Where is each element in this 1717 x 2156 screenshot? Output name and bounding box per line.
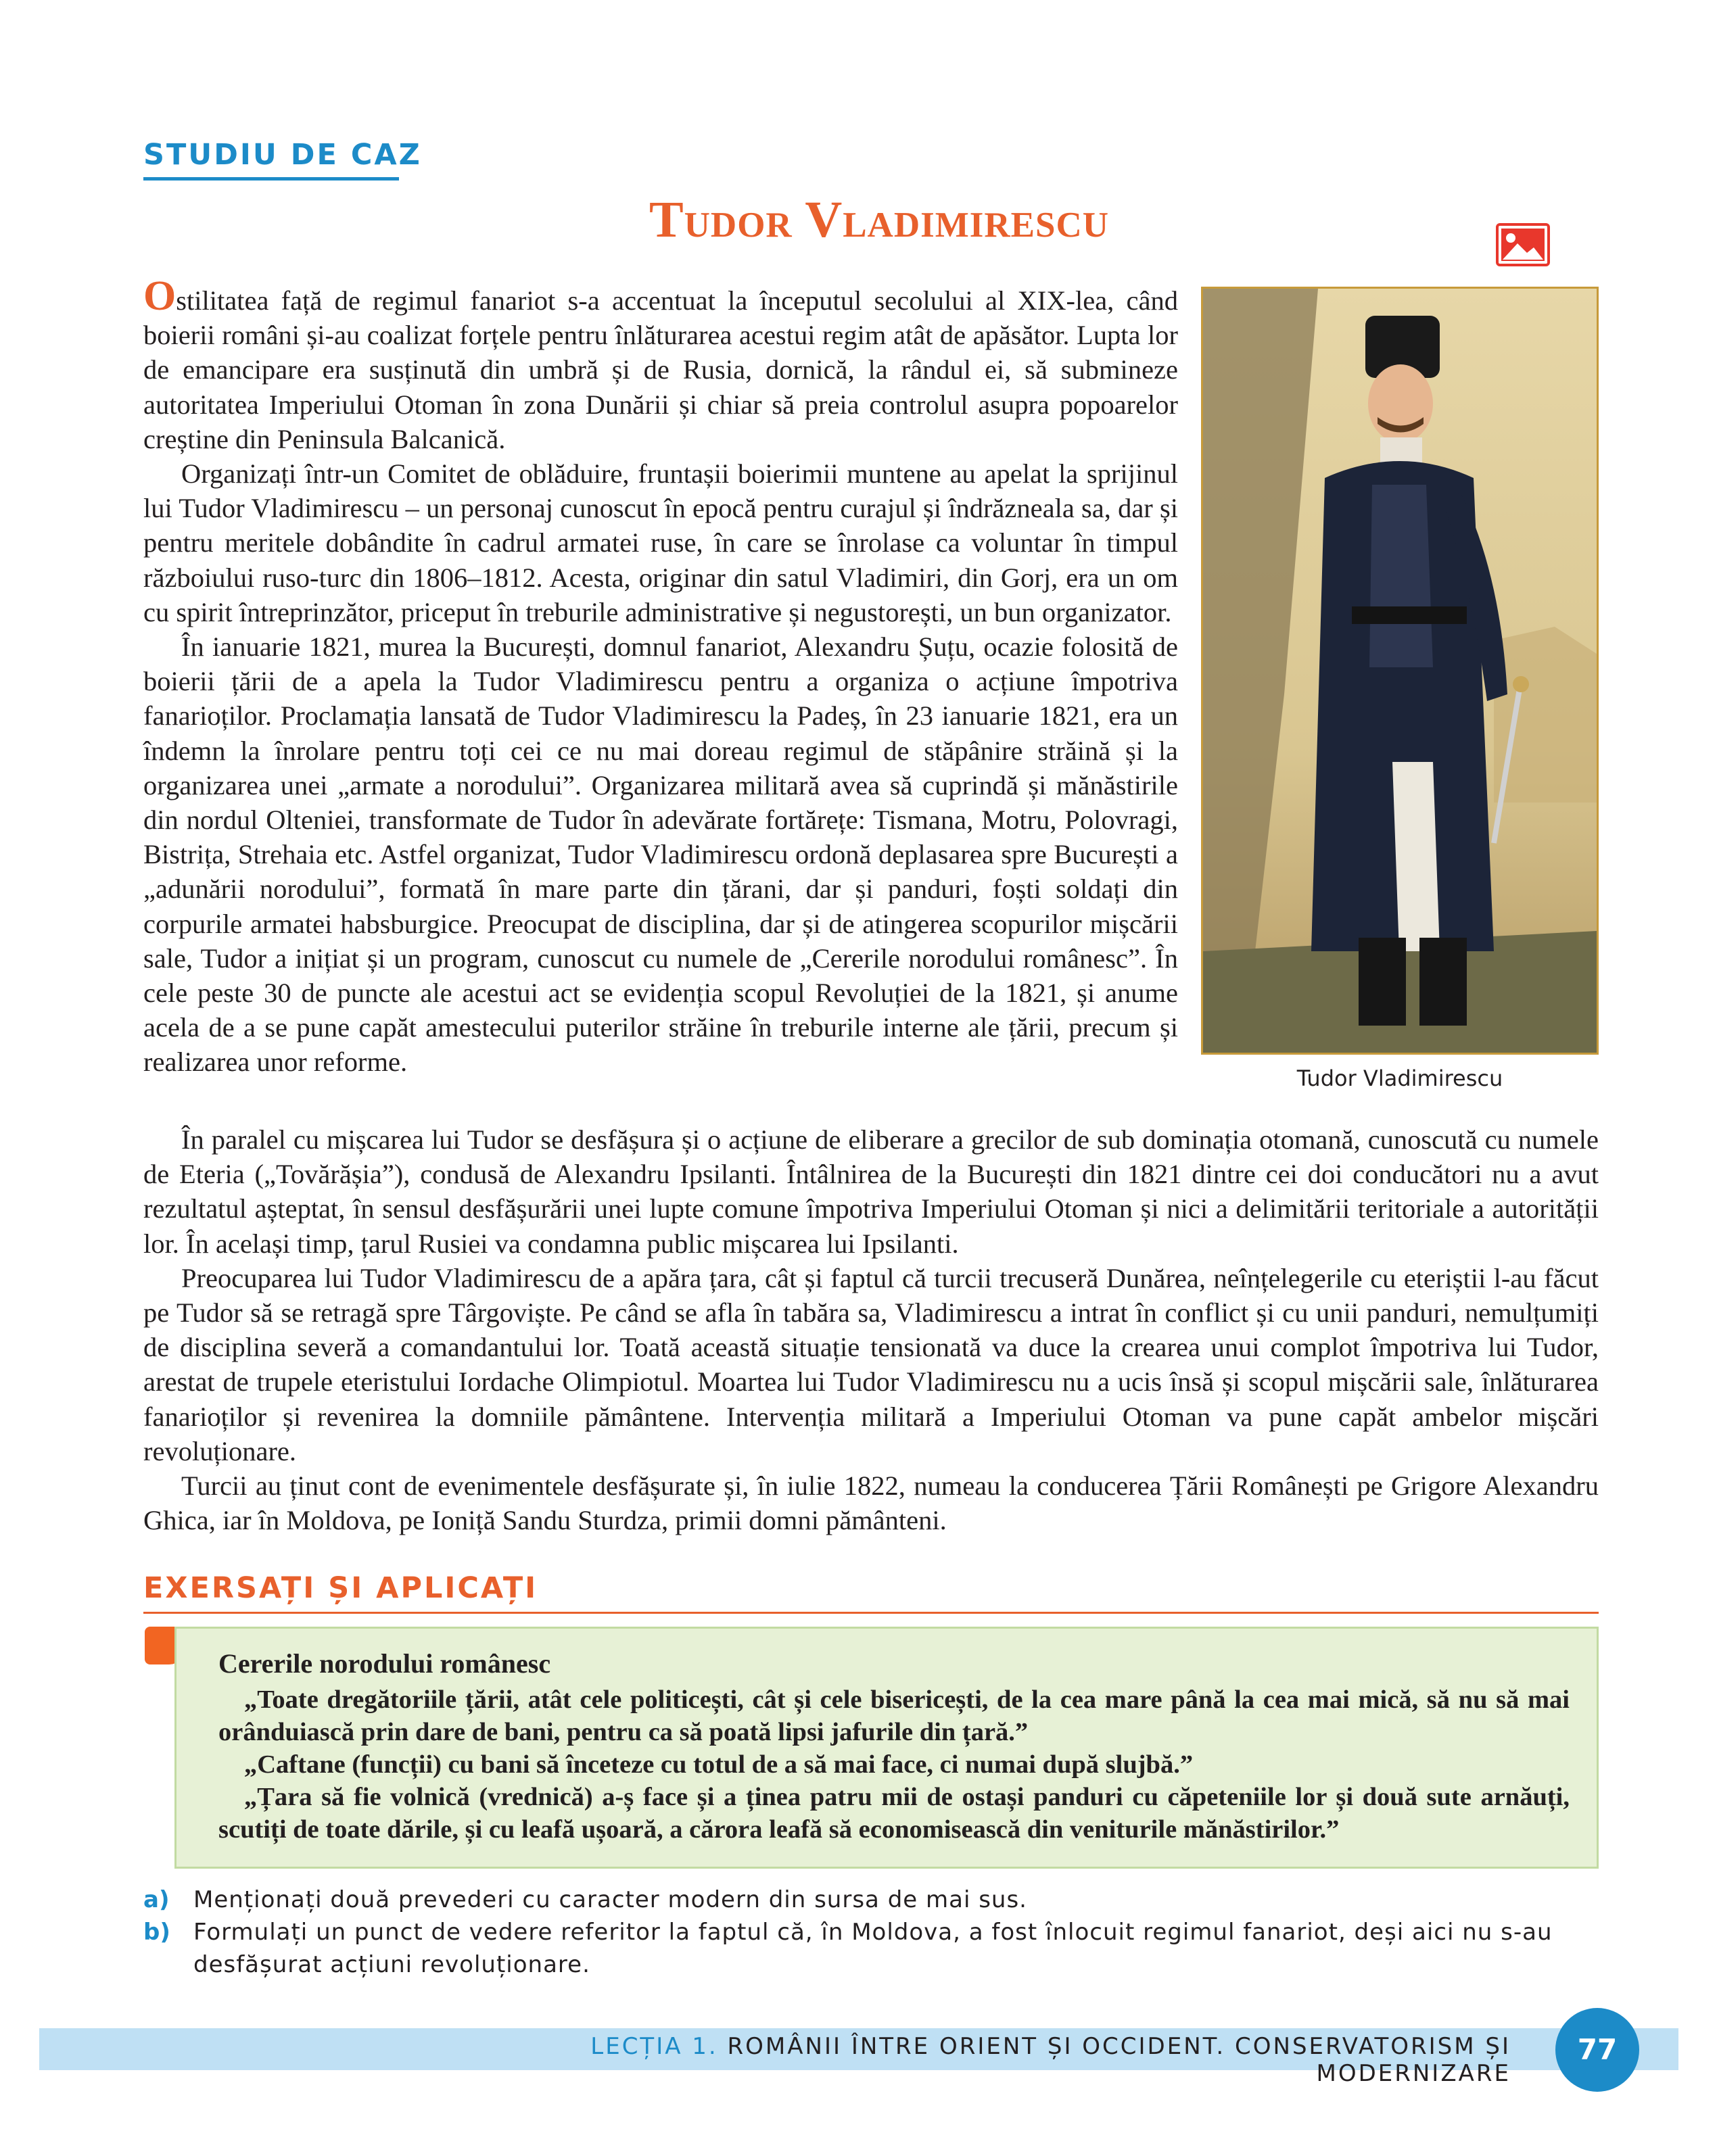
- question-text: Menționați două prevederi cu caracter modern din sursa de mai sus.: [193, 1886, 1027, 1913]
- footer-title: ROMÂNII ÎNTRE ORIENT ȘI OCCIDENT. CONSERVATORISM ȘI MODERNIZARE: [727, 2033, 1511, 2087]
- exercises-divider: [143, 1612, 1599, 1614]
- question-item: [143, 1884, 1599, 1916]
- question-letter: a): [143, 1886, 170, 1913]
- body-paragraph: Organizați într-un Comitet de oblăduire, fruntașii boierimii muntene au apelat la sprijinul lui Tudor Vladimirescu – un personaj cunoscut în epocă pentru curajul și îndrăzneala sa, dar și pentru meritele dobândite în cadrul armatei ruse, în care se înrolase ca voluntar în timpul războiului ruso-turc din 1806–1812. Acesta, originar din satul Vladimiri, din Gorj, era un om cu spirit întreprinzător, priceput în treburile administrative și negustorești, un bun organizator.: [143, 458, 1178, 627]
- image-icon[interactable]: [1496, 223, 1550, 266]
- dropcap: O: [143, 273, 177, 319]
- page-title: Tudor Vladimirescu: [649, 191, 1110, 248]
- question-text: Formulați un punct de vedere referitor la faptul că, în Moldova, a fost înlocuit regimul fanariot, deși aici nu s-au desfășurat acțiuni revoluționare.: [193, 1919, 1553, 1978]
- page-number: 77: [1555, 2008, 1639, 2092]
- exercises-header: EXERSAȚI ȘI APLICAȚI: [143, 1571, 538, 1605]
- footer-running-head: [406, 2033, 1511, 2087]
- questions-list: [143, 1884, 1599, 1981]
- body-paragraph: Preocuparea lui Tudor Vladimirescu de a apăra țara, cât și faptul că turcii trecuseră Dunărea, neînțelegerile cu eteriștii l-au făcut pe Tudor să se retragă spre Târgoviște. Pe când se afla în tabăra sa, Vladimirescu a intrat în conflict și cu unii panduri, nemulțumiți de disciplina severă a comandantului lor. Toată această situație tensionată va duce la crearea unui complot împotriva lui Tudor, arestat de trupele eteristului Iordache Olimpiotul. Moartea lui Tudor Vladimirescu nu a ucis însă și scopul mișcării sale, înlăturarea fanarioților și revenirea la domniile pământene. Intervenția militară a Imperiului Otoman va pune capăt ambelor mișcări revoluționare.: [143, 1262, 1599, 1466]
- body-paragraph: În paralel cu mișcarea lui Tudor se desfășura și o acțiune de eliberare a grecilor de sub dominația otomană, cunoscută cu numele de Eteria („Tovărășia”), condusă de Alexandru Ipsilanti. Întâlnirea de la București din 1821 dintre cei doi conducători nu a avut rezultatul așteptat, în sensul desfășurării unei lupte comune împotriva Imperiului Otoman și nici a delimitării teritoriale a autorității lor. În același timp, țarul Rusiei va condamna public mișcarea lui Ipsilanti.: [143, 1124, 1599, 1259]
- section-underline: [143, 177, 399, 181]
- body-text-narrow: [143, 273, 1178, 1080]
- question-letter: b): [143, 1919, 170, 1946]
- section-label: STUDIU DE CAZ: [143, 138, 422, 172]
- portrait-image: [1201, 287, 1599, 1055]
- source-quote: „Toate dregătoriile țării, atât cele politicești, cât și cele bisericești, de la cea mare până la cea mai mică, să nu să mai orânduiască prin dare de bani, pentru ca să poată lipsi jafurile din țară.”: [218, 1685, 1570, 1746]
- portrait-caption: Tudor Vladimirescu: [1296, 1065, 1503, 1091]
- body-paragraph: Turcii au ținut cont de evenimentele desfășurate și, în iulie 1822, numeau la conducerea Țării Românești pe Grigore Alexandru Ghica, iar în Moldova, pe Ioniță Sandu Sturdza, primii domni pământeni.: [143, 1470, 1599, 1536]
- source-quote: „Țara să fie volnică (vrednică) a-ș face și a ținea patru mii de ostași panduri cu căpeteniile lor și două sute arnăuți, scutiți de toate dările, și cu leafă ușoară, a cărora leafă să economisească din veniturile mănăstirilor.”: [218, 1783, 1570, 1844]
- body-paragraph: În ianuarie 1821, murea la București, domnul fanariot, Alexandru Șuțu, ocazie folosită de boierii țării de a apela la Tudor Vladimirescu pentru a organiza o acțiune împotriva fanarioților. Proclamația lansată de Tudor Vladimirescu la Padeș, în 23 ianuarie 1821, era un îndemn la înrolare pentru toți cei ce nu mai doreau regimul de stăpânire străină și la organizarea unei „armate a norodului”. Organizarea militară avea să cuprindă și mănăstirile din nordul Olteniei, transformate de Tudor în adevărate fortărețe: Tismana, Motru, Polovragi, Bistrița, Strehaia etc. Astfel organizat, Tudor Vladimirescu ordonă deplasarea spre București a „adunării norodului”, formată în mare parte din țărani, dar și panduri, foști soldați din corpurile armatei habsburgice. Preocupat de disciplina, dar și de atingerea scopurilor mișcării sale, Tudor a inițiat și un program, cunoscut cu numele de „Cererile norodului românesc”. În cele peste 30 de puncte ale acestui act se evidenția scopul Revoluției de la 1821, și anume acela de a se pune capăt amestecului puterilor străine în treburile interne ale țării, precum și realizarea unor reforme.: [143, 631, 1178, 1078]
- body-paragraph: Ostilitatea față de regimul fanariot s-a accentuat la începutul secolului al XIX-lea, când boierii români și-au coalizat forțele pentru înlăturarea acestui regim atât de apăsător. Lupta lor de emancipare era susținută din umbră și de Rusia, dornică, la rândul ei, să submineze autoritatea Imperiului Otoman în zona Dunării și chiar să preia controlul asupra popoarelor creștine din Peninsula Balcanică.: [143, 273, 1178, 454]
- body-text-wide: [143, 1122, 1599, 1537]
- question-item: [143, 1916, 1599, 1981]
- source-quote: „Caftane (funcții) cu bani să înceteze cu totul de a să mai face, ci numai după slujbă.”: [244, 1750, 1194, 1779]
- source-box: [174, 1627, 1599, 1869]
- footer-lesson: LECȚIA 1.: [590, 2033, 718, 2060]
- source-title: Cererile norodului românesc: [218, 1648, 551, 1679]
